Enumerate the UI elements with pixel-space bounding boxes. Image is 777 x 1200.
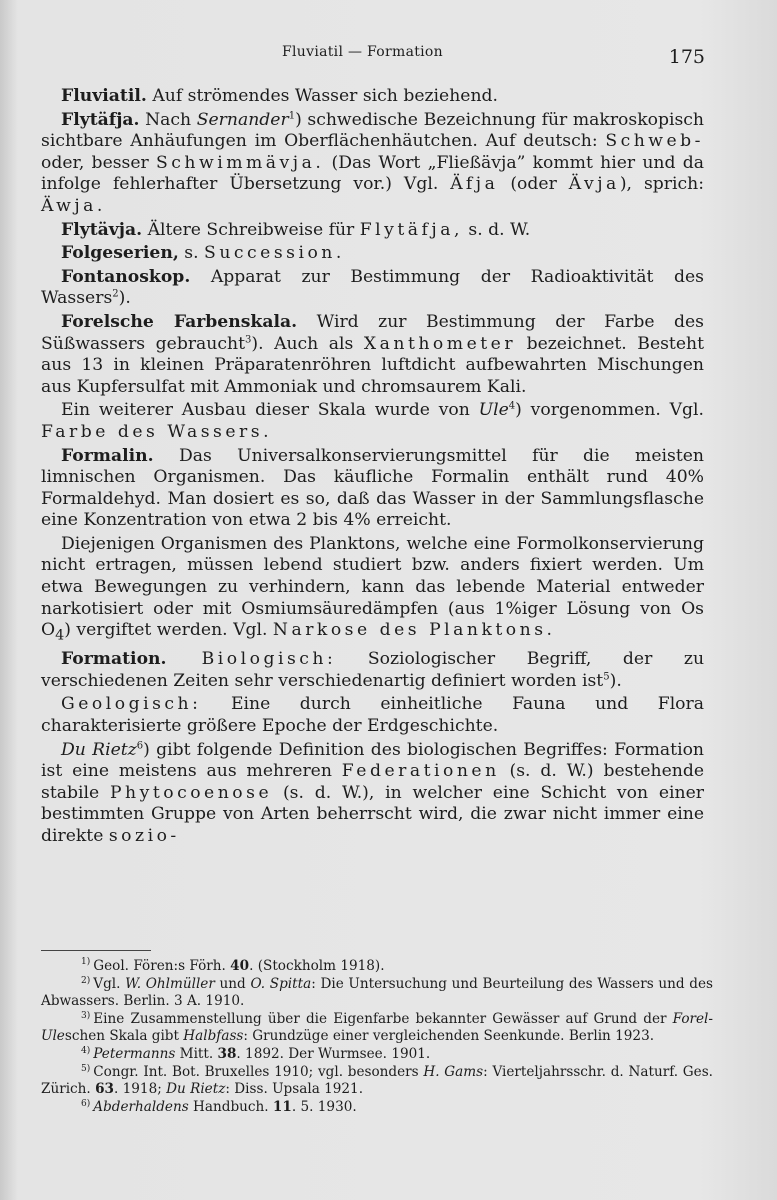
author-name: O. Spitta [250, 976, 312, 993]
dictionary-body [41, 86, 704, 850]
entry-text: ). Auch als [251, 333, 364, 354]
entry-text: ). [118, 288, 131, 309]
spaced-term: Narkose des Planktons. [272, 620, 556, 641]
footnote-text: und [214, 976, 251, 993]
entry-text: Ein weiterer Ausbau dieser Skala wurde von [61, 400, 479, 421]
spaced-term: Flytäfja, [359, 219, 463, 240]
entry-text: ) schwedische Bezeichnung für makroskopisch sichtbare Anhäufungen im Oberflächenhäutchen. Auf deutsch: [41, 109, 704, 152]
volume-number: 11 [272, 1099, 292, 1116]
author-name: Petermanns [93, 1046, 176, 1063]
entry-formalin [41, 446, 704, 532]
entry-text: ), sprich: [619, 174, 704, 195]
footnote [41, 958, 713, 974]
entry-formalin-cont [41, 534, 704, 647]
spaced-term: Xanthometer [363, 333, 517, 354]
author-name: Du Rietz [61, 739, 137, 760]
footnote-ref: 5 [603, 671, 610, 683]
footnote-mark: 4) [81, 1045, 91, 1056]
entry-term: Formation. [61, 649, 167, 670]
volume-number: 63 [95, 1080, 114, 1097]
entry-formation-cont2 [41, 740, 704, 848]
spaced-term: Ävja [568, 174, 620, 195]
entry-text: s. d. W. [462, 219, 531, 240]
footnote-text: : Vierteljahrsschr. d. Naturf. Ges. Zürich. [41, 1064, 713, 1097]
running-title: Fluviatil — Formation [282, 44, 443, 60]
entry-text: ) vorgenommen. Vgl. [515, 400, 704, 421]
entry-text: (s. d. W.), in welcher eine Schicht von einer bestimmten Gruppe von Arten beherrscht wird, die zwar nicht immer eine direkte [41, 782, 704, 847]
author-name: W. Ohlmüller [125, 976, 215, 993]
footnote-text: Eine Zusammenstellung über die Eigenfarbe bekannter Gewässer auf Grund der [93, 1011, 673, 1028]
entry-folgeserien [41, 243, 704, 265]
entry-flytafja [41, 110, 704, 218]
entry-fluviatil [41, 86, 704, 108]
author-name: Abderhaldens [93, 1099, 189, 1116]
volume-number: 40 [230, 958, 250, 974]
spaced-term: Biologisch: [166, 649, 337, 670]
footnote-ref: 6 [136, 739, 144, 751]
entry-text: Wird zur Bestimmung der Farbe des Süßwassers gebraucht [41, 311, 704, 354]
footnote-text: . 5. 1930. [291, 1099, 357, 1116]
entry-text: Soziologischer Begriff, der zu verschiedenen Zeiten sehr verschiedenartig definiert worden ist [41, 649, 705, 691]
volume-number: 38 [217, 1046, 237, 1063]
entry-fontanoskop [41, 267, 704, 310]
footnote [41, 1099, 713, 1115]
entry-text: (s. d. W.) bestehende stabile [41, 761, 704, 803]
subscript: 4 [55, 627, 65, 644]
entry-text: Ältere Schreibweise für [142, 219, 360, 240]
entry-term: Flytäfja. [61, 109, 140, 130]
spaced-term: Geologisch: [61, 694, 202, 715]
entry-text: ). [609, 670, 622, 691]
author-name: Du Rietz [166, 1080, 226, 1097]
entry-forelsche-cont [41, 400, 704, 443]
entry-term: Fluviatil. [61, 86, 147, 106]
footnote-ref: 3 [244, 333, 252, 345]
footnote-text: Geol. Fören:s Förh. [93, 958, 231, 974]
footnote-ref: 1 [288, 109, 296, 121]
entry-text: bezeichnet. Besteht aus 13 in kleinen Präparatenröhren luftdicht aufbewahrten Mischungen aus Kupfersulfat mit Ammoniak und chromsaurem Kali. [41, 333, 704, 397]
entry-forelsche [41, 312, 704, 398]
footnote-text: Handbuch. [188, 1099, 273, 1116]
footnote-mark: 2) [81, 975, 91, 986]
entry-term: Fontanoskop. [61, 266, 191, 287]
page-number: 175 [668, 46, 705, 68]
author-name: Halbfass [183, 1027, 244, 1044]
footnote-text: : Die Untersuchung und Beurteilung des Wassers und des Abwassers. Berlin. 3 A. 1910. [41, 976, 713, 1009]
author-name: H. Gams [423, 1064, 484, 1081]
entry-term: Flytävja. [61, 219, 143, 240]
spaced-term: Schwimmävja. [156, 152, 325, 173]
footnote [41, 976, 713, 1009]
spaced-term: Phytocoenose [109, 782, 273, 803]
entry-formation-cont [41, 694, 704, 737]
footnote [41, 1064, 713, 1097]
entry-term: Folgeserien, [61, 243, 179, 264]
footnote-text: : Grundzüge einer vergleichenden Seenkunde. Berlin 1923. [243, 1027, 655, 1044]
entry-text: Diejenigen Organismen des Planktons, welche eine Formolkonservierung nicht ertragen, müssen lebend studiert bzw. anders fixiert werden. Um etwa Bewegungen zu verhindern, kann das lebende Material entweder narkotisiert oder mit Osmiumsäuredämpfen (aus 1%iger Lösung von Os O [41, 533, 704, 641]
footnote-text: Mitt. [175, 1046, 218, 1063]
spaced-term: Äfja [450, 174, 499, 195]
author-name: Sernander [196, 109, 289, 130]
footnote-divider [41, 950, 151, 951]
entry-text: ) gibt folgende Definition des biologischen Begriffes: Formation ist eine meistens aus mehreren [41, 739, 705, 782]
spaced-term: Federationen [341, 761, 500, 782]
footnote-mark: 6) [81, 1098, 91, 1109]
footnotes [41, 958, 713, 1118]
entry-text: Nach [139, 109, 197, 130]
author-name: Ule [478, 400, 509, 421]
footnote-text: : Diss. Upsala 1921. [225, 1080, 364, 1097]
spaced-term: sozio- [108, 826, 180, 847]
footnote-text: Congr. Int. Bot. Bruxelles 1910; vgl. besonders [93, 1064, 424, 1081]
footnote-text: . 1918; [113, 1080, 167, 1097]
entry-text: (Das Wort „Fließävja” kommt hier und da infolge fehlerhafter Übersetzung vor.) Vgl. [41, 152, 704, 195]
footnote-mark: 1) [81, 957, 91, 968]
footnote-text: . 1892. Der Wurmsee. 1901. [236, 1046, 431, 1063]
entry-flytavja [41, 220, 704, 242]
author-name: Forel-Ule [41, 1011, 713, 1044]
footnote-text: . (Stockholm 1918). [249, 958, 385, 974]
spaced-term: Schweb- [605, 131, 704, 152]
entry-formation [41, 649, 704, 692]
footnote-mark: 5) [81, 1063, 91, 1074]
footnote-ref: 4 [508, 400, 516, 412]
entry-text: Auf strömendes Wasser sich beziehend. [146, 86, 498, 106]
entry-text: oder, besser [41, 152, 157, 173]
footnote-text: schen Skala gibt [64, 1027, 184, 1044]
spaced-term: Farbe des Wassers. [41, 421, 273, 442]
entry-term: Forelsche Farbenskala. [61, 311, 298, 332]
entry-text: Eine durch einheitliche Fauna und Flora charakterisierte größere Epoche der Erdgeschichte. [41, 694, 704, 737]
footnote-mark: 3) [81, 1010, 91, 1021]
spaced-term: Äwja. [41, 195, 106, 216]
footnote-text: Vgl. [93, 976, 126, 993]
entry-text: (oder [498, 174, 569, 195]
footnote-ref: 2 [112, 288, 119, 300]
spaced-term: Succession. [204, 243, 345, 264]
entry-text: s. [178, 243, 205, 264]
footnote [41, 1011, 713, 1044]
entry-text: Apparat zur Bestimmung der Radioaktivität des Wassers [41, 266, 704, 309]
entry-text: ) vergiftet werden. Vgl. [64, 620, 273, 641]
entry-term: Formalin. [61, 445, 154, 466]
entry-text: Das Universalkonservierungsmittel für die meisten limnischen Organismen. Das käufliche Formalin enthält rund 40% Formaldehyd. Man dosiert es so, daß das Wasser in der Sammlungsflasche eine Konzentration von etwa 2 bis 4% erreicht. [41, 445, 704, 531]
footnote [41, 1046, 713, 1062]
